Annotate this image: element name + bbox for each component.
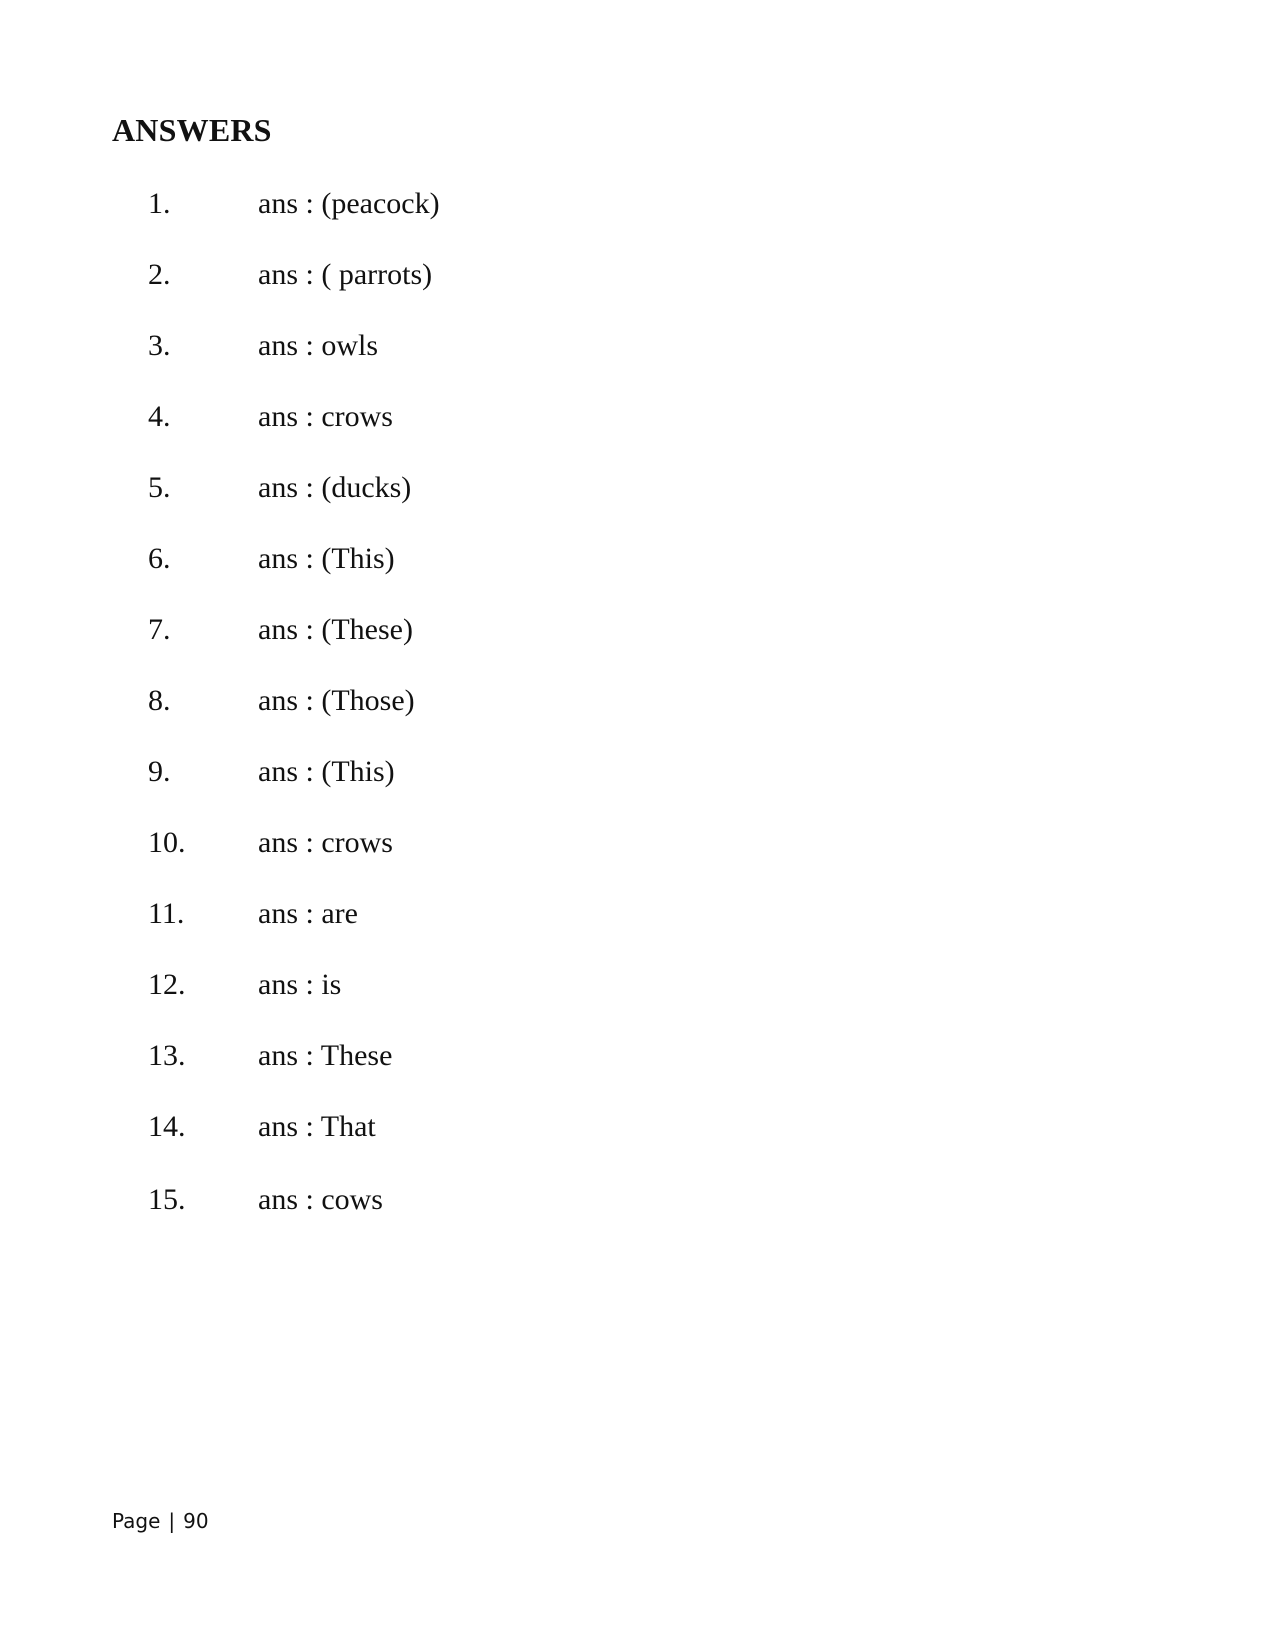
answer-item — [0, 892, 800, 936]
answer-item — [0, 679, 800, 723]
answer-text: ans : is — [258, 968, 342, 1001]
answer-number: 13. — [148, 1039, 186, 1072]
answer-number: 14. — [148, 1110, 186, 1143]
answer-number: 4. — [148, 400, 171, 433]
answer-number: 1. — [148, 187, 171, 220]
answer-number: 8. — [148, 684, 171, 717]
answer-item — [0, 324, 800, 368]
answer-number: 12. — [148, 968, 186, 1001]
page-heading: ANSWERS — [112, 112, 272, 148]
answer-number: 11. — [148, 897, 185, 930]
answer-number: 2. — [148, 258, 171, 291]
answer-text: ans : ( parrots) — [258, 258, 433, 291]
answer-item — [0, 963, 800, 1007]
answer-number: 10. — [148, 826, 186, 859]
answer-item — [0, 608, 800, 652]
answer-text: ans : (peacock) — [258, 187, 440, 220]
footer-page-number: 90 — [183, 1509, 209, 1533]
answer-text: ans : (These) — [258, 613, 413, 646]
footer-separator: | — [168, 1509, 176, 1533]
answer-item — [0, 253, 800, 297]
answer-number: 15. — [148, 1183, 186, 1216]
answer-number: 6. — [148, 542, 171, 575]
answer-text: ans : crows — [258, 826, 393, 859]
answer-number: 9. — [148, 755, 171, 788]
answer-text: ans : These — [258, 1039, 393, 1072]
answer-text: ans : are — [258, 897, 358, 930]
answer-text: ans : (Those) — [258, 684, 415, 717]
answer-text: ans : crows — [258, 400, 393, 433]
answer-text: ans : (This) — [258, 755, 395, 788]
answer-item — [0, 821, 800, 865]
answer-text: ans : That — [258, 1110, 376, 1143]
answer-text: ans : (ducks) — [258, 471, 412, 504]
answer-item — [0, 1105, 800, 1149]
answer-item — [0, 750, 800, 794]
answer-item — [0, 466, 800, 510]
answer-number: 7. — [148, 613, 171, 646]
answer-item — [0, 395, 800, 439]
answer-text: ans : cows — [258, 1183, 383, 1216]
answer-text: ans : (This) — [258, 542, 395, 575]
answer-item — [0, 537, 800, 581]
answer-number: 5. — [148, 471, 171, 504]
answer-number: 3. — [148, 329, 171, 362]
answer-item — [0, 1178, 800, 1222]
page-footer — [112, 1508, 209, 1534]
answer-item — [0, 1034, 800, 1078]
answer-item — [0, 182, 800, 226]
answer-text: ans : owls — [258, 329, 378, 362]
footer-page-label: Page — [112, 1509, 161, 1533]
